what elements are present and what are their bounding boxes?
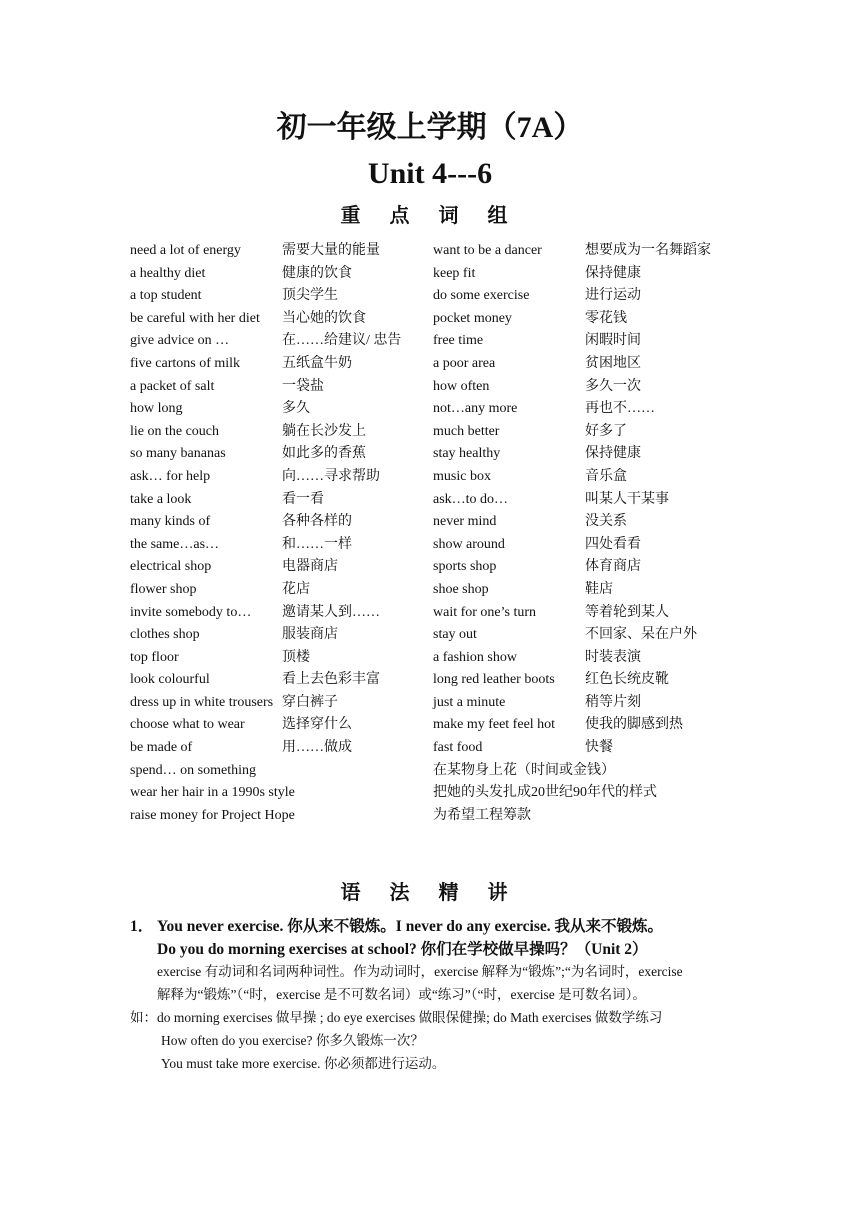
phrase-chinese-right: 时装表演 — [585, 649, 641, 665]
phrase-english-right: fast food — [433, 740, 483, 756]
phrase-chinese-left: 躺在长沙发上 — [282, 423, 366, 439]
phrase-chinese-left: 各种各样的 — [282, 514, 352, 530]
phrase-chinese-right: 零花钱 — [585, 310, 627, 326]
phrase-english-left: wear her hair in a 1990s style — [130, 785, 295, 801]
page-title: 初一年级上学期（7A） — [276, 111, 584, 144]
phrase-chinese-right: 保持健康 — [585, 265, 641, 281]
phrase-english-left: need a lot of energy — [130, 243, 241, 258]
phrase-english-right: stay healthy — [433, 446, 501, 462]
phrase-chinese-left: 多久 — [282, 401, 310, 417]
phrase-english-right: sports shop — [433, 559, 497, 575]
phrase-english-left: look colourful — [130, 672, 210, 688]
phrase-row — [0, 330, 860, 353]
phrase-row — [0, 579, 860, 602]
phrases-heading: 重 点 词 组 — [340, 205, 520, 227]
phrase-chinese-left: 如此多的香蕉 — [282, 446, 366, 462]
phrase-chinese-right: 鞋店 — [585, 581, 613, 597]
grammar-explanation — [0, 915, 860, 1076]
phrase-english-right: music box — [433, 468, 491, 484]
phrase-english-left: be made of — [130, 740, 193, 756]
phrase-row — [0, 466, 860, 489]
phrase-row — [0, 737, 860, 760]
phrase-chinese-left: 穿白裤子 — [282, 694, 338, 710]
phrase-row — [0, 760, 860, 783]
unit-subtitle: Unit 4---6 — [367, 157, 493, 190]
phrase-row — [0, 556, 860, 579]
phrase-chinese-left: 在……给建议/ 忠告 — [282, 333, 402, 349]
phrase-chinese-right: 叫某人干某事 — [585, 491, 669, 507]
example-question: How often do you exercise? 你多久锻炼一次？ — [161, 1033, 424, 1048]
phrase-chinese-left: 需要大量的能量 — [282, 243, 380, 258]
phrase-english-right: 在某物身上花（时间或金钱） — [433, 762, 615, 778]
phrase-row — [0, 782, 860, 805]
phrase-english-right: 把她的头发扎成20世纪90年代的样式 — [433, 785, 657, 801]
phrase-english-right: wait for one’s turn — [433, 604, 537, 620]
phrase-english-left: a top student — [130, 288, 202, 304]
phrase-chinese-left: 服装商店 — [282, 627, 338, 643]
grammar-item-line — [0, 984, 860, 1007]
phrase-chinese-right: 红色长统皮靴 — [585, 672, 669, 688]
phrase-row — [0, 376, 860, 399]
phrase-english-right: make my feet feel hot — [433, 717, 556, 733]
phrase-english-left: many kinds of — [130, 514, 211, 530]
phrase-english-left: electrical shop — [130, 559, 212, 575]
phrase-row — [0, 308, 860, 331]
phrase-row — [0, 714, 860, 737]
phrase-chinese-right: 保持健康 — [585, 446, 641, 462]
phrase-english-left: a healthy diet — [130, 265, 206, 281]
phrase-row — [0, 398, 860, 421]
phrase-english-left: ask… for help — [130, 468, 211, 484]
phrase-english-left: the same…as… — [130, 536, 220, 552]
phrase-row — [0, 489, 860, 512]
example-sentences-1: You never exercise. 你从来不锻炼。I never do any exercise. 我从来不锻炼。 — [157, 918, 663, 935]
item-number: 1． — [130, 918, 154, 935]
phrase-chinese-right: 闲暇时间 — [585, 333, 641, 349]
phrase-english-right: stay out — [433, 627, 477, 643]
phrase-chinese-left: 和……一样 — [282, 536, 352, 552]
phrase-chinese-right: 贫困地区 — [585, 355, 641, 371]
phrase-row — [0, 805, 860, 828]
grammar-item-line — [0, 938, 860, 961]
phrase-chinese-right: 想要成为一名舞蹈家 — [585, 243, 711, 258]
phrase-english-left: spend… on something — [130, 762, 256, 778]
phrase-english-right: want to be a dancer — [433, 243, 542, 258]
phrase-chinese-right: 多久一次 — [585, 378, 641, 394]
phrase-chinese-left: 五纸盒牛奶 — [282, 355, 352, 371]
phrase-chinese-left: 看一看 — [282, 491, 324, 507]
phrase-english-left: how long — [130, 401, 183, 417]
phrase-english-left: lie on the couch — [130, 423, 220, 439]
phrase-chinese-right: 四处看看 — [585, 536, 641, 552]
phrase-chinese-right: 好多了 — [585, 423, 627, 439]
phrase-english-left: dress up in white trousers — [130, 694, 274, 710]
phrase-english-left: invite somebody to… — [130, 604, 252, 620]
phrase-row — [0, 421, 860, 444]
phrase-english-right: pocket money — [433, 310, 512, 326]
phrase-english-left: choose what to wear — [130, 717, 245, 733]
phrase-english-left: a packet of salt — [130, 378, 215, 394]
phrase-english-left: clothes shop — [130, 627, 200, 643]
grammar-item-line — [0, 1030, 860, 1053]
phrase-chinese-left: 当心她的饮食 — [282, 310, 366, 326]
phrase-chinese-right: 没关系 — [585, 514, 627, 530]
explanation-text-1: exercise 有动词和名词两种词性。作为动词时，exercise 解释为“锻炼”;“为名词时，exercise — [157, 964, 683, 979]
phrase-english-right: free time — [433, 333, 484, 349]
phrase-row — [0, 647, 860, 670]
phrase-english-right: how often — [433, 378, 490, 394]
phrase-english-left: five cartons of milk — [130, 355, 241, 371]
phrase-row — [0, 511, 860, 534]
phrase-english-right: a fashion show — [433, 649, 517, 665]
phrase-chinese-right: 体育商店 — [585, 559, 641, 575]
phrase-chinese-left: 花店 — [282, 581, 310, 597]
phrase-table — [0, 240, 860, 827]
usage-examples: 如：do morning exercises 做早操 ; do eye exercises 做眼保健操; do Math exercises 做数学练习 — [130, 1010, 663, 1025]
phrase-row — [0, 624, 860, 647]
phrase-chinese-left: 用……做成 — [282, 740, 352, 756]
grammar-item-line — [0, 961, 860, 984]
phrase-chinese-left: 看上去色彩丰富 — [282, 672, 380, 688]
phrase-chinese-left: 一袋盐 — [282, 378, 324, 394]
phrase-english-right: not…any more — [433, 401, 518, 417]
phrase-chinese-left: 邀请某人到…… — [282, 604, 380, 620]
phrase-chinese-right: 不回家、呆在户外 — [585, 627, 697, 643]
phrase-english-right: do some exercise — [433, 288, 530, 304]
phrase-english-right: a poor area — [433, 355, 496, 371]
phrase-row — [0, 534, 860, 557]
phrase-chinese-right: 稍等片刻 — [585, 694, 641, 710]
grammar-item-line — [0, 1007, 860, 1030]
phrase-chinese-right: 进行运动 — [585, 288, 641, 304]
example-sentences-2: Do you do morning exercises at school? 你们在学校做早操吗？（Unit 2） — [157, 941, 648, 958]
phrase-row — [0, 692, 860, 715]
phrase-english-left: top floor — [130, 649, 179, 665]
phrase-chinese-left: 向……寻求帮助 — [282, 468, 380, 484]
phrase-english-right: keep fit — [433, 265, 476, 281]
phrase-chinese-right: 音乐盒 — [585, 468, 627, 484]
phrase-english-left: raise money for Project Hope — [130, 807, 295, 823]
explanation-text-2: 解释为“锻炼”（“时，exercise 是不可数名词）或“练习”（“时，exercise 是可数名词）。 — [157, 987, 646, 1002]
phrase-row — [0, 602, 860, 625]
phrase-row — [0, 285, 860, 308]
phrase-row — [0, 263, 860, 286]
phrase-chinese-left: 电器商店 — [282, 559, 338, 575]
phrase-chinese-left: 选择穿什么 — [282, 717, 352, 733]
grammar-item-line — [0, 1053, 860, 1076]
phrase-english-right: much better — [433, 423, 500, 439]
phrase-english-left: so many bananas — [130, 446, 226, 462]
phrase-english-left: give advice on … — [130, 333, 230, 349]
phrase-english-left: be careful with her diet — [130, 310, 260, 326]
phrase-english-right: long red leather boots — [433, 672, 555, 688]
phrase-chinese-right: 再也不…… — [585, 401, 655, 417]
phrase-english-right: just a minute — [433, 694, 506, 710]
phrase-row — [0, 353, 860, 376]
phrase-english-right: shoe shop — [433, 581, 489, 597]
phrase-row — [0, 240, 860, 263]
phrase-chinese-right: 快餐 — [585, 740, 613, 756]
phrase-row — [0, 669, 860, 692]
phrase-chinese-right: 使我的脚感到热 — [585, 717, 683, 733]
phrase-english-left: flower shop — [130, 581, 197, 597]
phrase-english-right: 为希望工程筹款 — [433, 807, 531, 823]
phrase-chinese-right: 等着轮到某人 — [585, 604, 669, 620]
phrase-chinese-left: 顶尖学生 — [282, 288, 338, 304]
grammar-heading: 语 法 精 讲 — [340, 882, 520, 904]
phrase-english-right: ask…to do… — [433, 491, 509, 507]
phrase-english-left: take a look — [130, 491, 192, 507]
grammar-item-line — [0, 915, 860, 938]
phrase-english-right: show around — [433, 536, 505, 552]
phrase-chinese-left: 顶楼 — [282, 649, 310, 665]
phrase-chinese-left: 健康的饮食 — [282, 265, 352, 281]
phrase-row — [0, 443, 860, 466]
example-statement: You must take more exercise. 你必须都进行运动。 — [161, 1056, 446, 1071]
phrase-english-right: never mind — [433, 514, 497, 530]
